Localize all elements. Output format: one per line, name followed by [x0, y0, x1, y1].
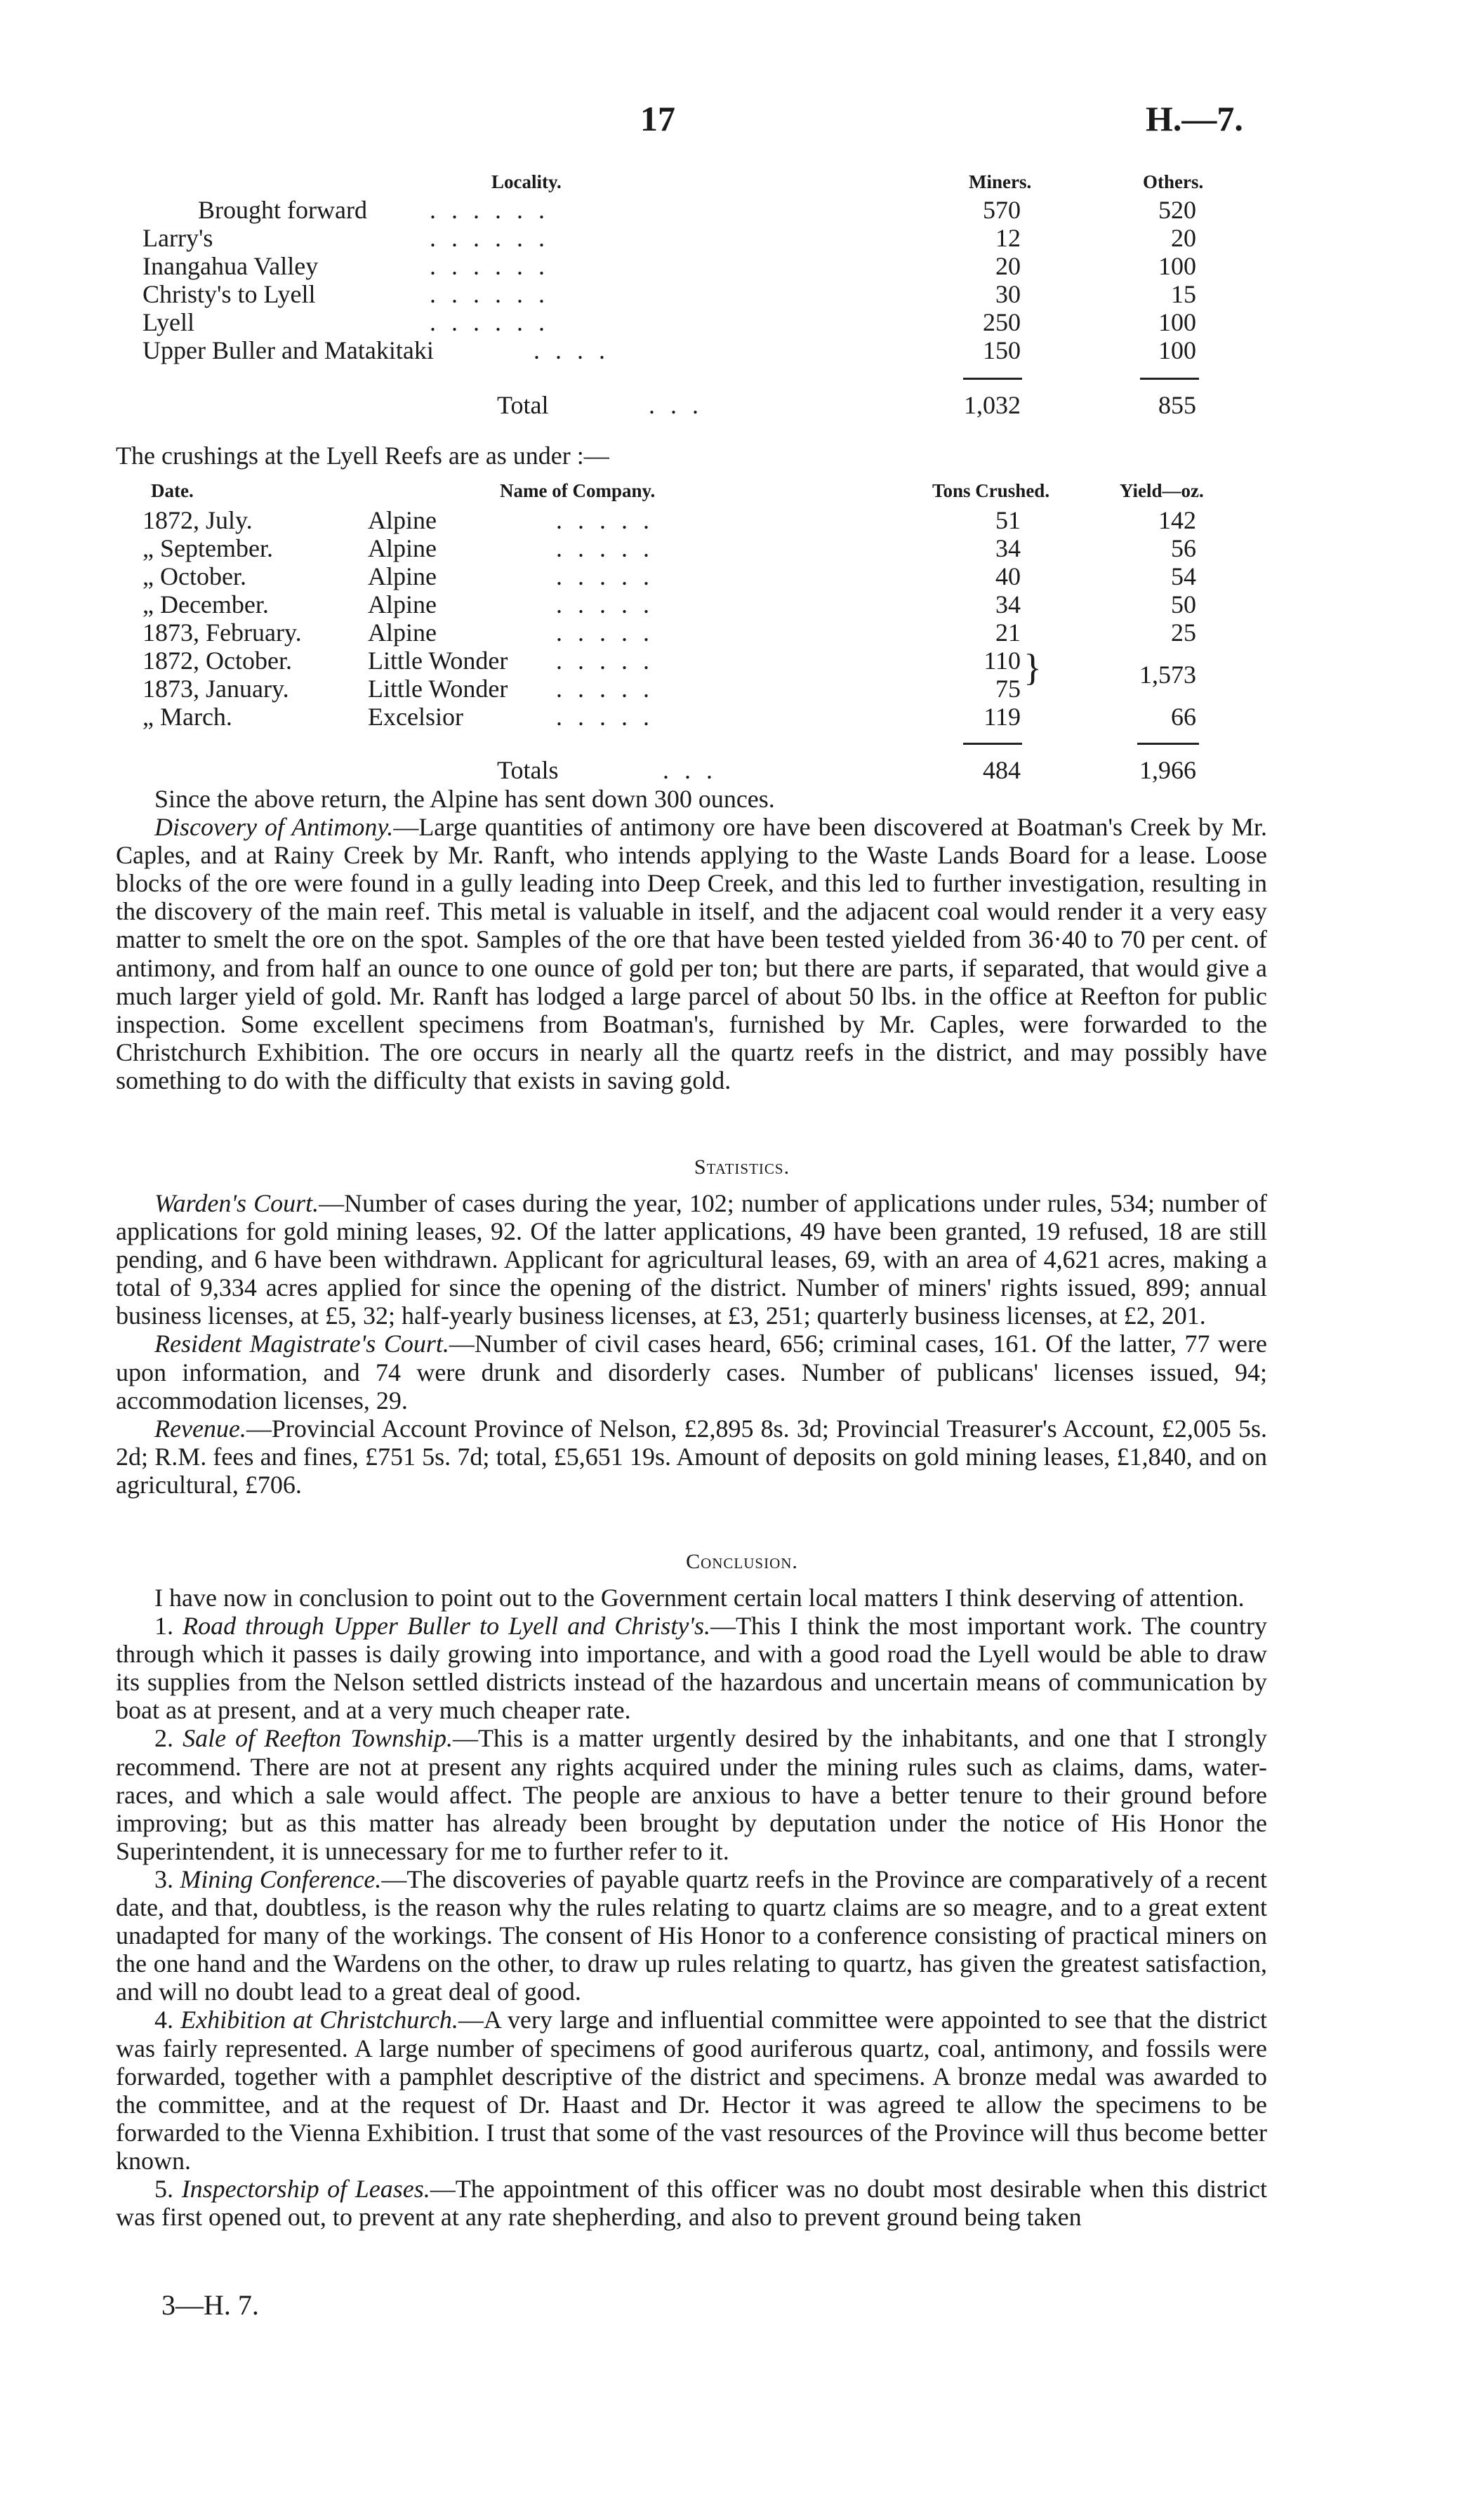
locality-cell: Lyell [143, 308, 194, 336]
company-cell: Alpine [368, 590, 437, 618]
yield-cell: 25 [1171, 618, 1196, 647]
total-rule [1140, 378, 1199, 380]
conclusion-item [116, 1612, 1267, 1724]
brace-glyph: } [1023, 647, 1042, 689]
company-cell: Excelsior [368, 703, 463, 731]
date-cell: 1872, July. [143, 506, 253, 534]
combined-yield: 1,573 [1139, 661, 1196, 689]
company-cell: Alpine [368, 534, 437, 562]
tons-cell: 34 [995, 590, 1021, 618]
item-text: —A very large and influential committee were appointed to see that the district was fairly represented. A large number of specimens of good auriferous quartz, coal, antimony, and fossils were forwarded, together with a pamphlet descriptive of the district and specimens. A bronze medal was awarded to the committee, and at the request of Dr. Haast and Dr. Hector it was agreed te allow the specimens to be forwarded to the Vienna Exhibition. I trust that some of the vast resources of the Province will thus become better known. [116, 2006, 1267, 2175]
date-cell: „ December. [143, 590, 269, 618]
conclusion-intro: I have now in conclusion to point out to the Government certain local matters I think deserving of attention. [154, 1584, 1245, 1612]
leader-dots: ..... [556, 618, 665, 647]
miners-header: Miners. [969, 171, 1032, 192]
totals-rule [1137, 743, 1199, 745]
tons-header: Tons Crushed. [932, 480, 1050, 501]
revenue-paragraph [116, 1415, 1267, 1499]
conclusion-item [116, 2175, 1267, 2231]
date-cell: „ March. [143, 703, 232, 731]
miners-cell: 150 [983, 336, 1021, 364]
item-text: —This is a matter urgently desired by the inhabitants, and one that I strongly recommend. There are not at present any rights acquired under the mining rules such as claims, dams, water-races, and which a sale would affect. The people are anxious to have a better tenure to their ground before improving; but as this matter has already been brought by deputation under the notice of His Honor the Superintendent, it is unnecessary for me to further refer to it. [116, 1724, 1267, 1865]
others-cell: 20 [1171, 224, 1196, 252]
date-cell: 1873, January. [143, 675, 289, 703]
item-number: 3. [154, 1864, 173, 1893]
total-miners: 1,032 [964, 391, 1021, 419]
magistrate-court-text: —Number of civil cases heard, 656; criminal cases, 161. Of the latter, 77 were upon information, and 74 were drunk and disorderly cases. Number of publicans' licenses issued, 94; accommodation licenses, 29. [116, 1330, 1267, 1415]
date-cell: „ September. [143, 534, 273, 562]
total-label: Total [497, 391, 549, 419]
locality-cell: Inangahua Valley [143, 252, 319, 280]
leader-dots: ..... [556, 534, 665, 562]
miners-cell: 12 [995, 224, 1021, 252]
conclusion-item [116, 2006, 1267, 2175]
antimony-title: Discovery of Antimony. [154, 813, 394, 842]
leader-dots: ...... [430, 224, 560, 252]
statistics-heading: Statistics. [694, 1155, 790, 1179]
locality-cell: Brought forward [198, 196, 367, 224]
company-cell: Little Wonder [368, 647, 508, 675]
statistics-section [116, 1189, 1267, 1499]
leader-dots: ..... [556, 506, 665, 534]
tons-cell: 34 [995, 534, 1021, 562]
page-number: 17 [640, 99, 675, 138]
others-cell: 100 [1158, 308, 1196, 336]
locality-cell: Upper Buller and Matakitaki [143, 336, 434, 364]
leader-dots: ... [649, 391, 714, 419]
company-cell: Alpine [368, 506, 437, 534]
yield-cell: 50 [1171, 590, 1196, 618]
totals-label: Totals [497, 756, 559, 784]
company-cell: Little Wonder [368, 675, 508, 703]
conclusion-item [116, 1865, 1267, 2006]
total-others: 855 [1158, 391, 1196, 419]
antimony-section [116, 785, 1267, 1094]
tons-cell: 40 [995, 562, 1021, 590]
company-cell: Alpine [368, 562, 437, 590]
revenue-text: —Provincial Account Province of Nelson, £2,895 8s. 3d; Provincial Treasurer's Account, £2,005 5s. 2d; R.M. fees and fines, £751 5s. 7d; total, £5,651 19s. Amount of deposits on gold mining leases, £1,840, and on agricultural, £706. [116, 1414, 1267, 1499]
yield-cell: 54 [1171, 562, 1196, 590]
tons-cell: 51 [995, 506, 1021, 534]
item-number: 1. [154, 1612, 173, 1641]
company-cell: Alpine [368, 618, 437, 647]
miners-cell: 570 [983, 196, 1021, 224]
miners-cell: 20 [995, 252, 1021, 280]
yield-cell: 142 [1158, 506, 1196, 534]
leader-dots: ..... [556, 562, 665, 590]
leader-dots: ..... [556, 647, 665, 675]
leader-dots: ...... [430, 280, 560, 308]
since-return-line: Since the above return, the Alpine has sent down 300 ounces. [154, 785, 775, 813]
others-cell: 15 [1171, 280, 1196, 308]
locality-cell: Larry's [143, 224, 213, 252]
others-cell: 100 [1158, 252, 1196, 280]
conclusion-section [116, 1584, 1267, 2231]
leader-dots: ..... [556, 590, 665, 618]
crushings-intro: The crushings at the Lyell Reefs are as under :— [116, 442, 609, 470]
conclusion-heading: Conclusion. [686, 1550, 798, 1573]
tons-cell: 21 [995, 618, 1021, 647]
item-title: Inspectorship of Leases. [181, 2174, 430, 2203]
yield-cell: 66 [1171, 703, 1196, 731]
tons-cell: 75 [995, 675, 1021, 703]
antimony-text: —Large quantities of antimony ore have been discovered at Boatman's Creek by Mr. Caples, and at Rainy Creek by Mr. Ranft, who intends applying to the Waste Lands Board for a lease. Loose blocks of the ore were found in a gully leading into Deep Creek, and this led to further investigation, resulting in the discovery of the main reef. This metal is valuable in itself, and the adjacent coal would render it a very easy matter to smelt the ore on the spot. Samples of the ore that have been tested yielded from 36·40 to 70 per cent. of antimony, and from half an ounce to one ounce of gold per ton; but there are parts, if separated, that would give a much larger yield of gold. Mr. Ranft has lodged a large parcel of about 50 lbs. in the office at Reefton for public inspection. Some excellent specimens from Boatman's, furnished by Mr. Caples, were forwarded to the Christchurch Exhibition. The ore occurs in nearly all the quartz reefs in the district, and may possibly have something to do with the difficulty that exists in saving gold. [116, 813, 1267, 1094]
leader-dots: ...... [430, 252, 560, 280]
others-header: Others. [1143, 171, 1204, 192]
footer-signature: 3—H. 7. [161, 2289, 259, 2321]
date-cell: 1873, February. [143, 618, 302, 647]
yield-header: Yield—oz. [1120, 480, 1204, 501]
date-cell: „ October. [143, 562, 246, 590]
wardens-court-paragraph [116, 1189, 1267, 1330]
conclusion-item [116, 1724, 1267, 1864]
item-number: 5. [154, 2174, 173, 2203]
item-title: Exhibition at Christchurch. [180, 2006, 458, 2034]
totals-tons: 484 [983, 756, 1021, 784]
item-text: —The discoveries of payable quartz reefs in the Province are comparatively of a recent date, and that, doubtless, is the reason why the rules relating to quartz claims are so meagre, and to a great extent unadapted for many of the workings. The consent of His Honor to a conference consisting of practical miners on the one hand and the Wardens on the other, to draw up rules relating to quartz, has given the greatest satisfaction, and will no doubt lead to a great deal of good. [116, 1864, 1268, 2006]
yield-cell: 56 [1171, 534, 1196, 562]
wardens-court-title: Warden's Court. [154, 1189, 319, 1217]
miners-cell: 250 [983, 308, 1021, 336]
antimony-paragraph [116, 813, 1267, 1094]
leader-dots: ...... [430, 196, 560, 224]
item-number: 2. [154, 1724, 173, 1753]
locality-cell: Christy's to Lyell [143, 280, 316, 308]
magistrate-court-title: Resident Magistrate's Court. [154, 1330, 449, 1358]
company-header: Name of Company. [500, 480, 656, 501]
date-cell: 1872, October. [143, 647, 292, 675]
item-title: Sale of Reefton Township. [183, 1724, 453, 1753]
totals-rule [963, 743, 1022, 745]
leader-dots: .... [534, 336, 621, 364]
leader-dots: ..... [556, 675, 665, 703]
item-title: Road through Upper Buller to Lyell and Christy's. [183, 1612, 711, 1641]
revenue-title: Revenue. [154, 1414, 246, 1443]
item-title: Mining Conference. [180, 1864, 382, 1893]
miners-cell: 30 [995, 280, 1021, 308]
magistrate-court-paragraph [116, 1330, 1267, 1414]
tons-cell: 119 [983, 703, 1021, 731]
leader-dots: ... [663, 756, 728, 784]
others-cell: 520 [1158, 196, 1196, 224]
leader-dots: ...... [430, 308, 560, 336]
leader-dots: ..... [556, 703, 665, 731]
tons-cell: 110 [983, 647, 1021, 675]
item-text: —This I think the most important work. The country through which it passes is daily growing into importance, and with a good road the Lyell would be able to draw its supplies from the Nelson settled districts instead of the hazardous and uncertain means of communication by boat as at present, and at a very much cheaper rate. [116, 1612, 1267, 1725]
date-header: Date. [151, 480, 194, 501]
others-cell: 100 [1158, 336, 1196, 364]
total-rule [963, 378, 1022, 380]
totals-yield: 1,966 [1139, 756, 1196, 784]
document-reference: H.—7. [1146, 99, 1243, 138]
item-number: 4. [154, 2006, 173, 2034]
wardens-court-text: —Number of cases during the year, 102; number of applications under rules, 534; number of applications for gold mining leases, 92. Of the latter applications, 49 have been granted, 19 refused, 18 are still pending, and 6 have been withdrawn. Applicant for agricultural leases, 69, with an area of 4,621 acres, making a total of 9,334 acres applied for since the opening of the district. Number of miners' rights issued, 899; annual business licenses, at £5, 32; half-yearly business licenses, at £3, 251; quarterly business licenses, at £2, 201. [116, 1189, 1267, 1330]
item-text: —The appointment of this officer was no doubt most desirable when this district was first opened out, to prevent at any rate shepherding, and also to prevent ground being taken [116, 2174, 1268, 2232]
locality-header: Locality. [491, 171, 562, 192]
